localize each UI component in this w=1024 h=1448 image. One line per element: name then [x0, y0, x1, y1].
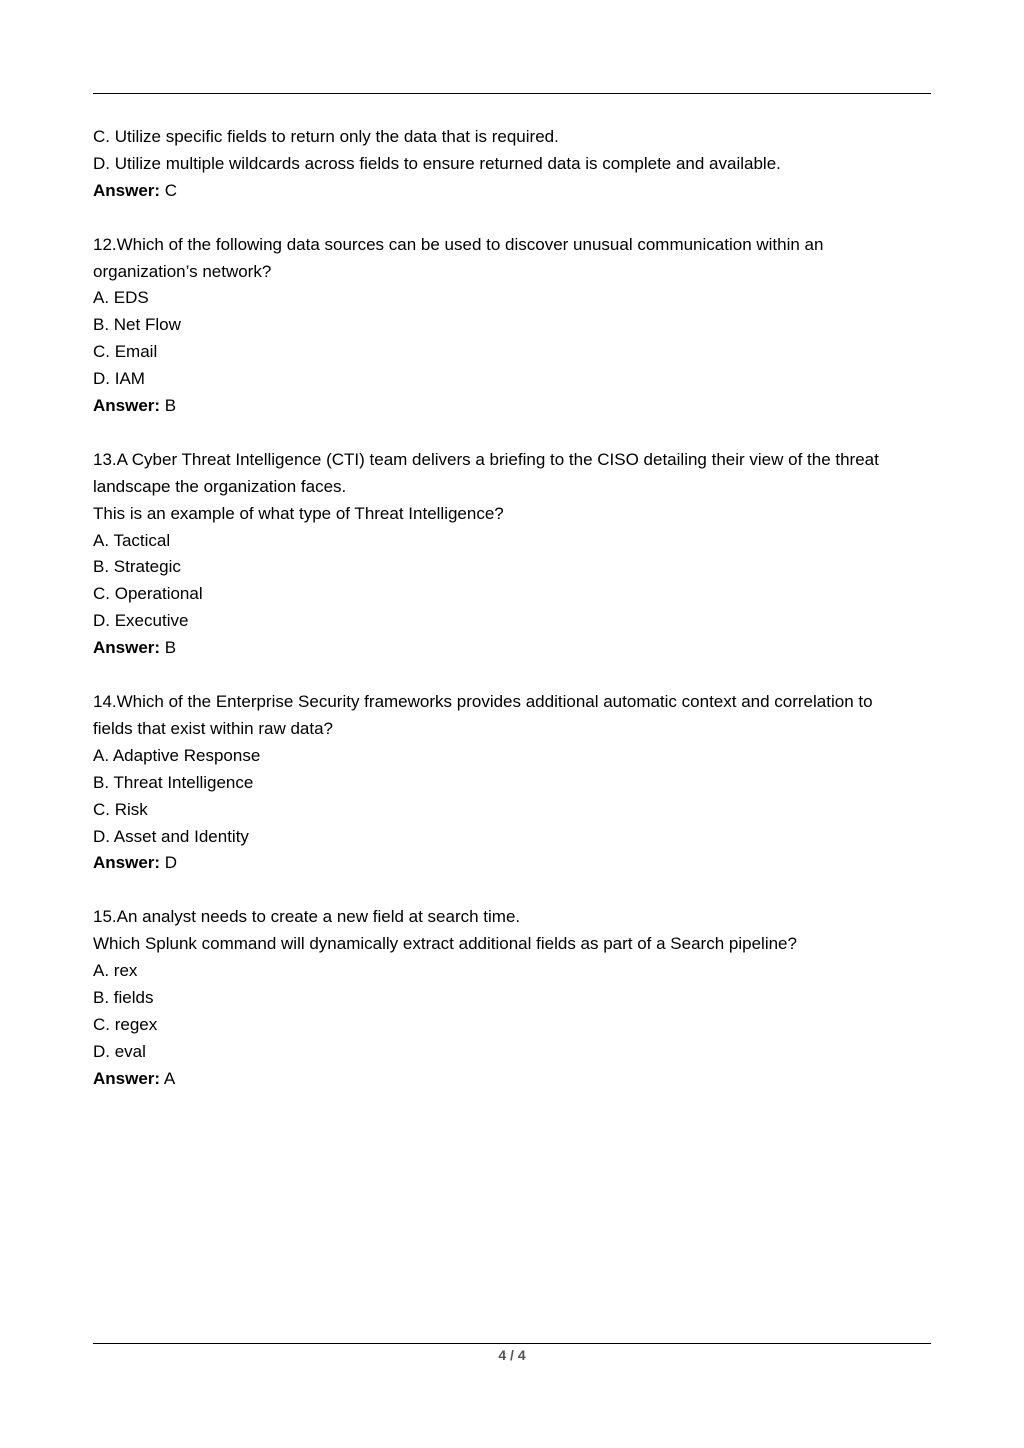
answer-line	[93, 850, 933, 877]
option-b: B. Threat Intelligence	[93, 772, 254, 792]
option-a: A. Adaptive Response	[93, 745, 261, 765]
option-a: A. EDS	[93, 288, 149, 308]
option-c: C. Email	[93, 342, 158, 362]
answer-line	[93, 178, 933, 205]
question-text: Which Splunk command will dynamically extract additional fields as part of a Search pipeline?	[93, 934, 797, 954]
answer-line	[93, 393, 933, 420]
answer-value: C	[160, 180, 178, 200]
option-b: B. Strategic	[93, 557, 181, 577]
option-d: D. IAM	[93, 369, 145, 389]
question-13	[93, 447, 933, 662]
question-text: 15.An analyst needs to create a new field at search time.	[93, 907, 521, 927]
option-a: A. Tactical	[93, 530, 171, 550]
option-c: C. regex	[93, 1014, 158, 1034]
answer-label: Answer:	[93, 1068, 161, 1088]
footer-divider	[93, 1343, 931, 1344]
header-divider	[93, 93, 931, 94]
question-text: fields that exist within raw data?	[93, 718, 334, 738]
answer-value: A	[160, 1068, 176, 1088]
answer-value: B	[160, 396, 177, 416]
option-d: D. Asset and Identity	[93, 826, 249, 846]
answer-label: Answer:	[93, 396, 161, 416]
option-c: C. Utilize specific fields to return only the data that is required.	[93, 127, 559, 146]
option-a: A. rex	[93, 961, 138, 981]
option-d: D. eval	[93, 1041, 146, 1061]
page-content	[93, 124, 933, 1093]
answer-label: Answer:	[93, 638, 161, 658]
option-c: C. Risk	[93, 799, 148, 819]
question-text: organization’s network?	[93, 261, 272, 281]
previous-question-tail	[93, 124, 933, 205]
option-b: B. Net Flow	[93, 315, 181, 335]
question-14	[93, 689, 933, 877]
question-text: This is an example of what type of Threat Intelligence?	[93, 503, 504, 523]
question-text: 13.A Cyber Threat Intelligence (CTI) team delivers a briefing to the CISO detailing their view of the threat	[93, 449, 879, 469]
option-b: B. fields	[93, 987, 154, 1007]
question-15	[93, 904, 933, 1092]
spacer	[93, 877, 933, 904]
answer-value: D	[160, 853, 178, 873]
option-c: C. Operational	[93, 584, 203, 604]
question-text: 12.Which of the following data sources can be used to discover unusual communication within an	[93, 234, 824, 254]
option-d: D. Executive	[93, 611, 189, 631]
page-number: 4 / 4	[498, 1347, 526, 1363]
answer-value: B	[160, 638, 177, 658]
question-text: landscape the organization faces.	[93, 476, 347, 496]
answer-line	[93, 635, 933, 662]
spacer	[93, 420, 933, 447]
answer-line	[93, 1066, 933, 1093]
spacer	[93, 662, 933, 689]
answer-label: Answer:	[93, 853, 161, 873]
option-d: D. Utilize multiple wildcards across fields to ensure returned data is complete and available.	[93, 153, 781, 173]
question-text: 14.Which of the Enterprise Security frameworks provides additional automatic context and correlation to	[93, 691, 873, 711]
answer-label: Answer:	[93, 180, 161, 200]
question-12	[93, 232, 933, 420]
spacer	[93, 205, 933, 232]
